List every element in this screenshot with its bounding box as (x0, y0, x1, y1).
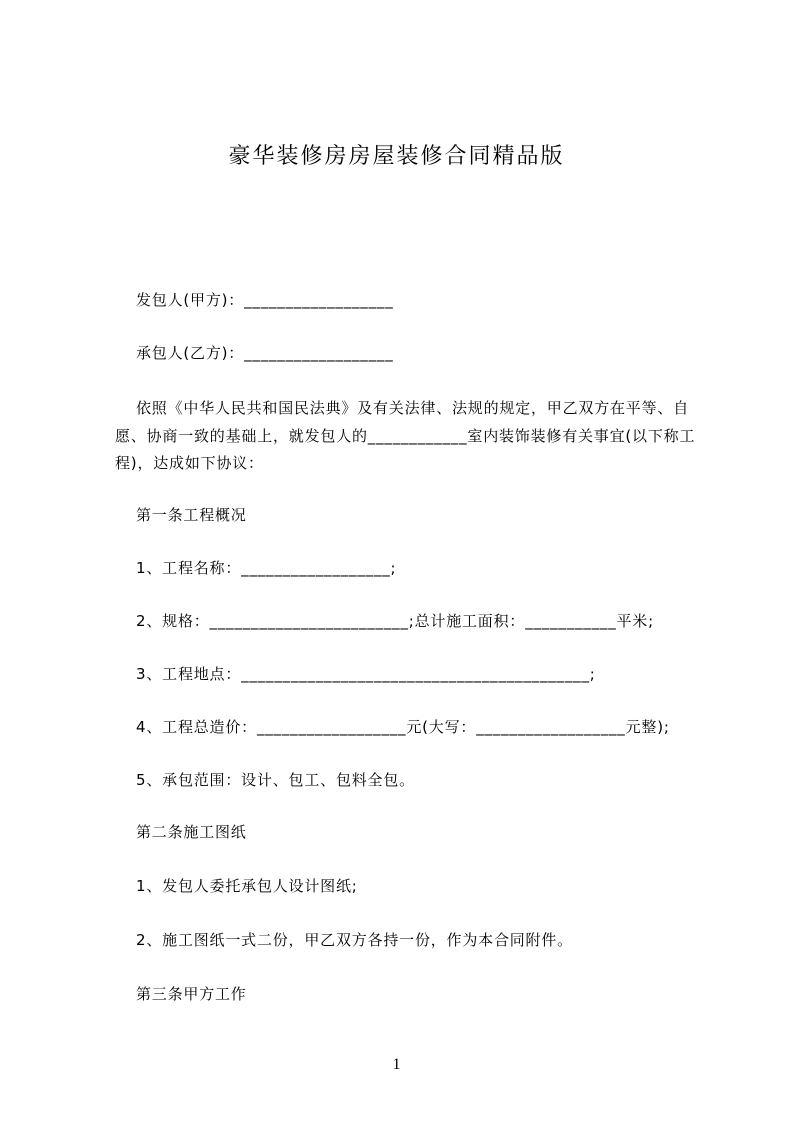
article-1-item-2: 2、规格：________________________;总计施工面积：___________平米; (136, 612, 654, 630)
article-1-item-5: 5、承包范围：设计、包工、包料全包。 (136, 771, 415, 789)
article-2-heading: 第二条施工图纸 (136, 823, 247, 841)
page-number: 1 (392, 1056, 401, 1073)
article-2-item-1: 1、发包人委托承包人设计图纸; (136, 877, 358, 895)
preamble-line-3: 程)，达成如下协议： (115, 454, 264, 472)
article-2-item-2: 2、施工图纸一式二份，甲乙双方各持一份，作为本合同附件。 (136, 931, 573, 949)
preamble-line-2: 愿、协商一致的基础上，就发包人的____________室内装饰装修有关事宜(以下称工 (115, 427, 696, 445)
document-title: 豪华装修房房屋装修合同精品版 (228, 144, 565, 169)
article-1-item-4: 4、工程总造价：__________________元(大写：__________________元整); (136, 718, 670, 736)
article-1-item-3: 3、工程地点：__________________________________________; (136, 665, 596, 683)
preamble-line-1: 依照《中华人民共和国民法典》及有关法律、法规的规定，甲乙双方在平等、自 (136, 399, 690, 417)
party-b-line: 承包人(乙方)：__________________ (136, 344, 394, 362)
article-3-heading: 第三条甲方工作 (136, 985, 247, 1003)
party-a-line: 发包人(甲方)：__________________ (136, 291, 394, 309)
article-1-item-1: 1、工程名称：__________________; (136, 559, 397, 577)
article-1-heading: 第一条工程概况 (136, 506, 247, 524)
